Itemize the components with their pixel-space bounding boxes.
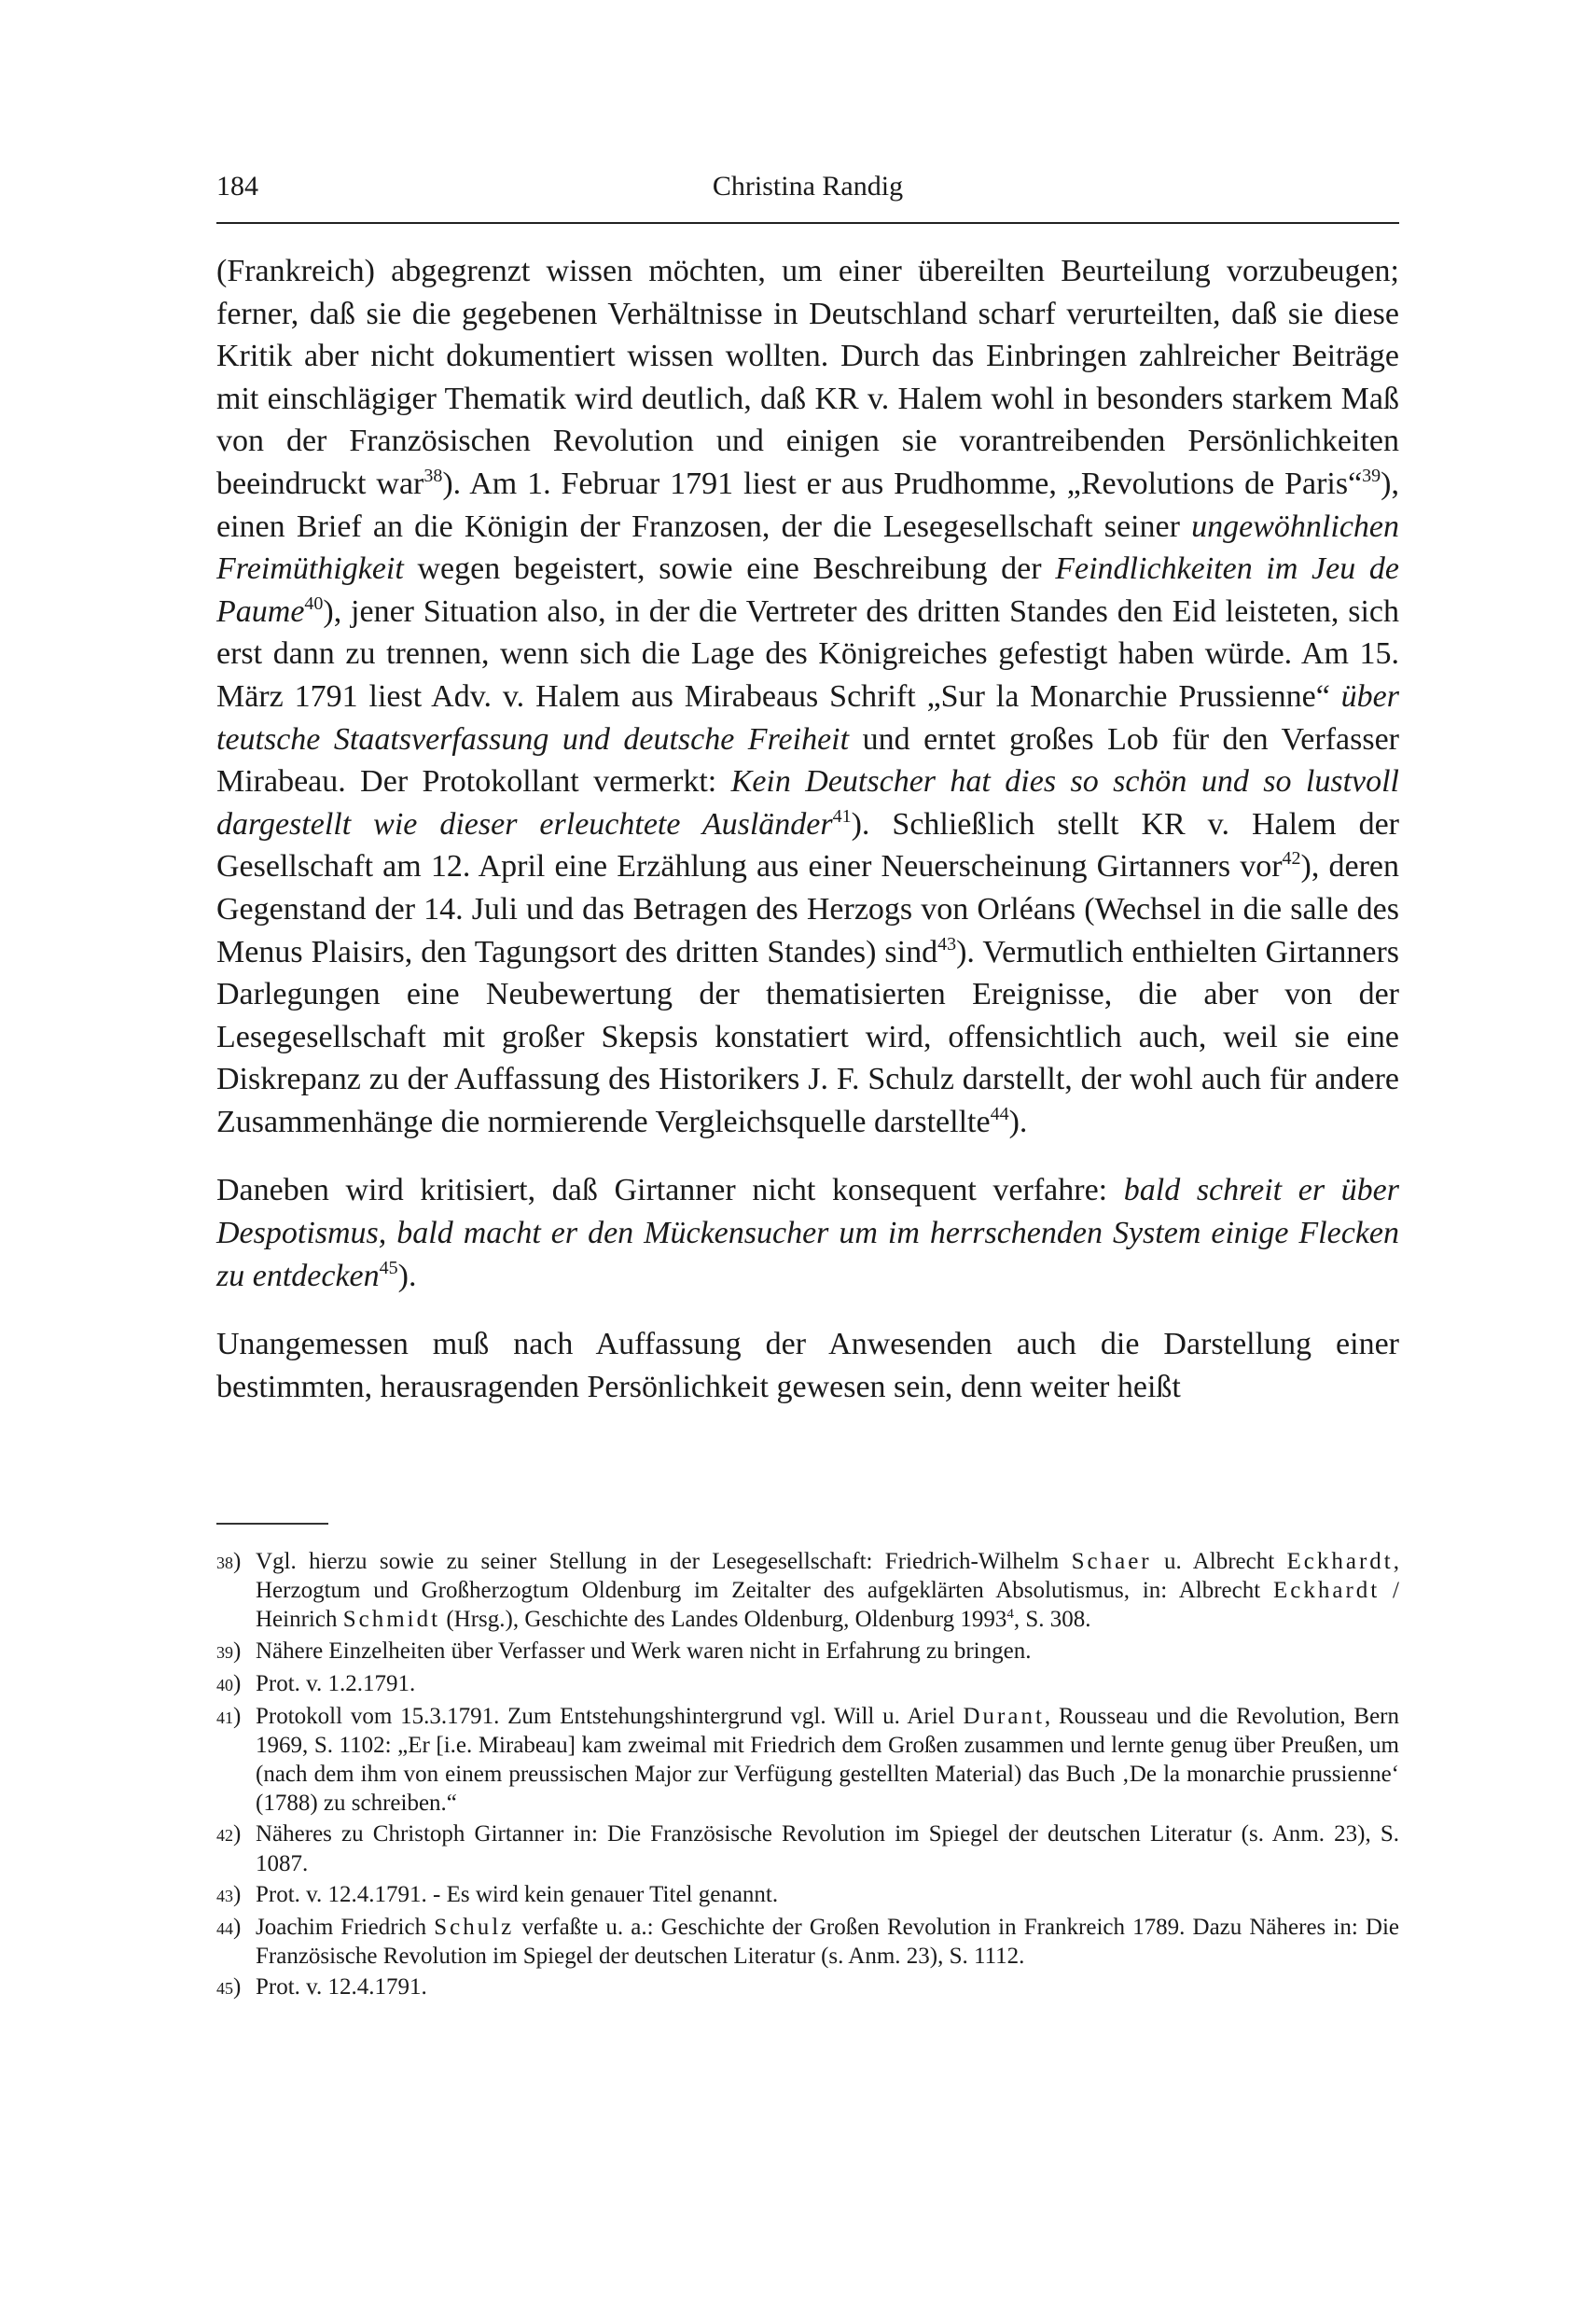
spaced-name: Schulz — [434, 1914, 515, 1940]
footnote-ref: 40 — [304, 592, 324, 614]
running-head: Christina Randig — [712, 171, 904, 202]
italic-quote: Kein Deutscher hat dies so schön und so lustvoll dargestellt wie dieser erleuchtete Ausländer — [216, 764, 1399, 842]
footnote-45: 45) Prot. v. 12.4.1791. — [216, 1974, 427, 2000]
footnote-rule — [216, 1523, 328, 1525]
footnote-ref: 41 — [832, 805, 852, 827]
footnote-38: 38) Vgl. hierzu sowie zu seiner Stellung in der Lesegesellschaft: Friedrich-Wilhelm Schaer u. Albrecht Eckhardt, Herzogtum und Großherzogtum Oldenburg im Zeitalter des aufgeklärten Absolutismus, in: Albrecht Eckhardt / Heinrich Schmidt (Hrsg.), Geschichte des Landes Oldenburg, Oldenburg 1993$^4$, S. 308. — [216, 1549, 1400, 1633]
body-text — [216, 250, 1399, 1408]
footnote-42: 42) Näheres zu Christoph Girtanner in: Die Französische Revolution im Spiegel der deutschen Literatur (s. Anm. 23), S. 1087. — [216, 1821, 1399, 1876]
italic-quote: bald schreit er über Despotismus, bald macht er den Mückensucher um im herrschenden System einige Flecken zu entdecken — [216, 1173, 1399, 1293]
paragraph-3: Unangemessen muß nach Auffassung der Anwesenden auch die Darstellung einer bestimmten, herausragenden Persönlichkeit gewesen sein, denn weiter heißt — [216, 1327, 1399, 1404]
footnote-44: 44) Joachim Friedrich Schulz verfaßte u. a.: Geschichte der Großen Revolution in Frankreich 1789. Dazu Näheres in: Die Französische Revolution im Spiegel der deutschen Literatur (s. Anm. 23), S. 1112. — [216, 1914, 1399, 1970]
spaced-name: Eckhardt — [1273, 1578, 1381, 1604]
spaced-name: Durant — [963, 1703, 1045, 1729]
footnotes — [216, 1547, 1399, 2005]
header-rule — [216, 222, 1399, 224]
paragraph-1: (Frankreich) abgegrenzt wissen möchten, um einer übereilten Beurteilung vorzubeugen; ferner, daß sie die gegebenen Verhältnisse in Deutschland scharf verurteilten, daß sie diese Kritik aber nicht dokumentiert wissen wollten. Durch das Einbringen zahlreicher Beiträge mit einschlägiger Thematik wird deutlich, daß KR v. Halem wohl in besonders starkem Maß von der Französischen Revolution und einigen sie vorantreibenden Persönlichkeiten beeindruckt war$^{38}$). Am 1. Februar 1791 liest er aus Prudhomme, „Revolutions de Paris“$^{39}$), einen Brief an die Königin der Franzosen, der die Lesegesellschaft seiner ungewöhnlichen Freimüthigkeit wegen begeistert, sowie eine Beschreibung der Feindlichkeiten im Jeu de Paume$^{40}$), jener Situation also, in der die Vertreter des dritten Standes den Eid leisteten, sich erst dann zu trennen, wenn sich die Lage des Königreiches gefestigt haben würde. Am 15. März 1791 liest Adv. v. Halem aus Mirabeaus Schrift „Sur la Monarchie Prussienne“ über teutsche Staatsverfassung und deutsche Freiheit und erntet großes Lob für den Verfasser Mirabeau. Der Protokollant vermerkt: Kein Deutscher hat dies so schön und so lustvoll dargestellt wie dieser erleuchtete Ausländer$^{41}$). Schließlich stellt KR v. Halem der Gesellschaft am 12. April eine Erzählung aus einer Neuerscheinung Girtanners vor$^{42}$), deren Gegenstand der 14. Juli und das Betragen des Herzogs von Orléans (Wechsel in die salle des Menus Plaisirs, den Tagungsort des dritten Standes) sind$^{43}$). Vermutlich enthielten Girtanners Darlegungen eine Neubewertung der thematisierten Ereignisse, die aber von der Lesegesellschaft mit großer Skepsis konstatiert wird, offensichtlich auch, weil sie eine Diskrepanz zu der Auffassung des Historikers J. F. Schulz darstellt, der wohl auch für andere Zusammenhänge die normierende Vergleichsquelle darstellte$^{44}$). — [216, 254, 1400, 1139]
italic-quote: ungewöhnlichen Freimüthigkeit — [216, 509, 1399, 587]
footnote-43: 43) Prot. v. 12.4.1791. - Es wird kein genauer Titel genannt. — [216, 1881, 779, 1907]
footnote-41: 41) Protokoll vom 15.3.1791. Zum Entstehungshintergrund vgl. Will u. Ariel Durant, Rousseau und die Revolution, Bern 1969, S. 1102: „Er [i.e. Mirabeau] kam zweimal mit Friedrich dem Großen zusammen und lernte genug über Preußen, um (nach dem ihm von einem preussischen Major zur Verfügung gestellten Material) das Buch ‚De la monarchie prussienne‘ (1788) zu schreiben.“ — [216, 1703, 1399, 1817]
italic-quote: über teutsche Staatsverfassung und deutsche Freiheit — [216, 678, 1399, 757]
footnote-ref: 43 — [937, 933, 957, 955]
italic-quote: Feindlichkeiten im Jeu de Paume — [216, 551, 1400, 629]
page-number: 184 — [216, 171, 258, 202]
spaced-name: Schaer — [1071, 1549, 1152, 1574]
footnote-ref: 38 — [423, 465, 443, 486]
spaced-name: Eckhardt — [1286, 1549, 1394, 1574]
footnote-ref: 45 — [379, 1257, 398, 1278]
paragraph-2: Daneben wird kritisiert, daß Girtanner nicht konsequent verfahre: bald schreit er über Despotismus, bald macht er den Mückensucher um im herrschenden System einige Flecken zu entdecken$^{45}$). — [216, 1173, 1399, 1293]
footnote-ref: 42 — [1282, 848, 1301, 870]
footnote-39: 39) Nähere Einzelheiten über Verfasser und Werk waren nicht in Erfahrung zu bringen. — [216, 1638, 1032, 1664]
page-header — [216, 171, 1399, 217]
footnote-40: 40) Prot. v. 1.2.1791. — [216, 1670, 416, 1696]
footnote-ref: 39 — [1362, 465, 1381, 486]
footnote-ref: 44 — [990, 1103, 1009, 1124]
spaced-name: Schmidt — [342, 1607, 441, 1633]
